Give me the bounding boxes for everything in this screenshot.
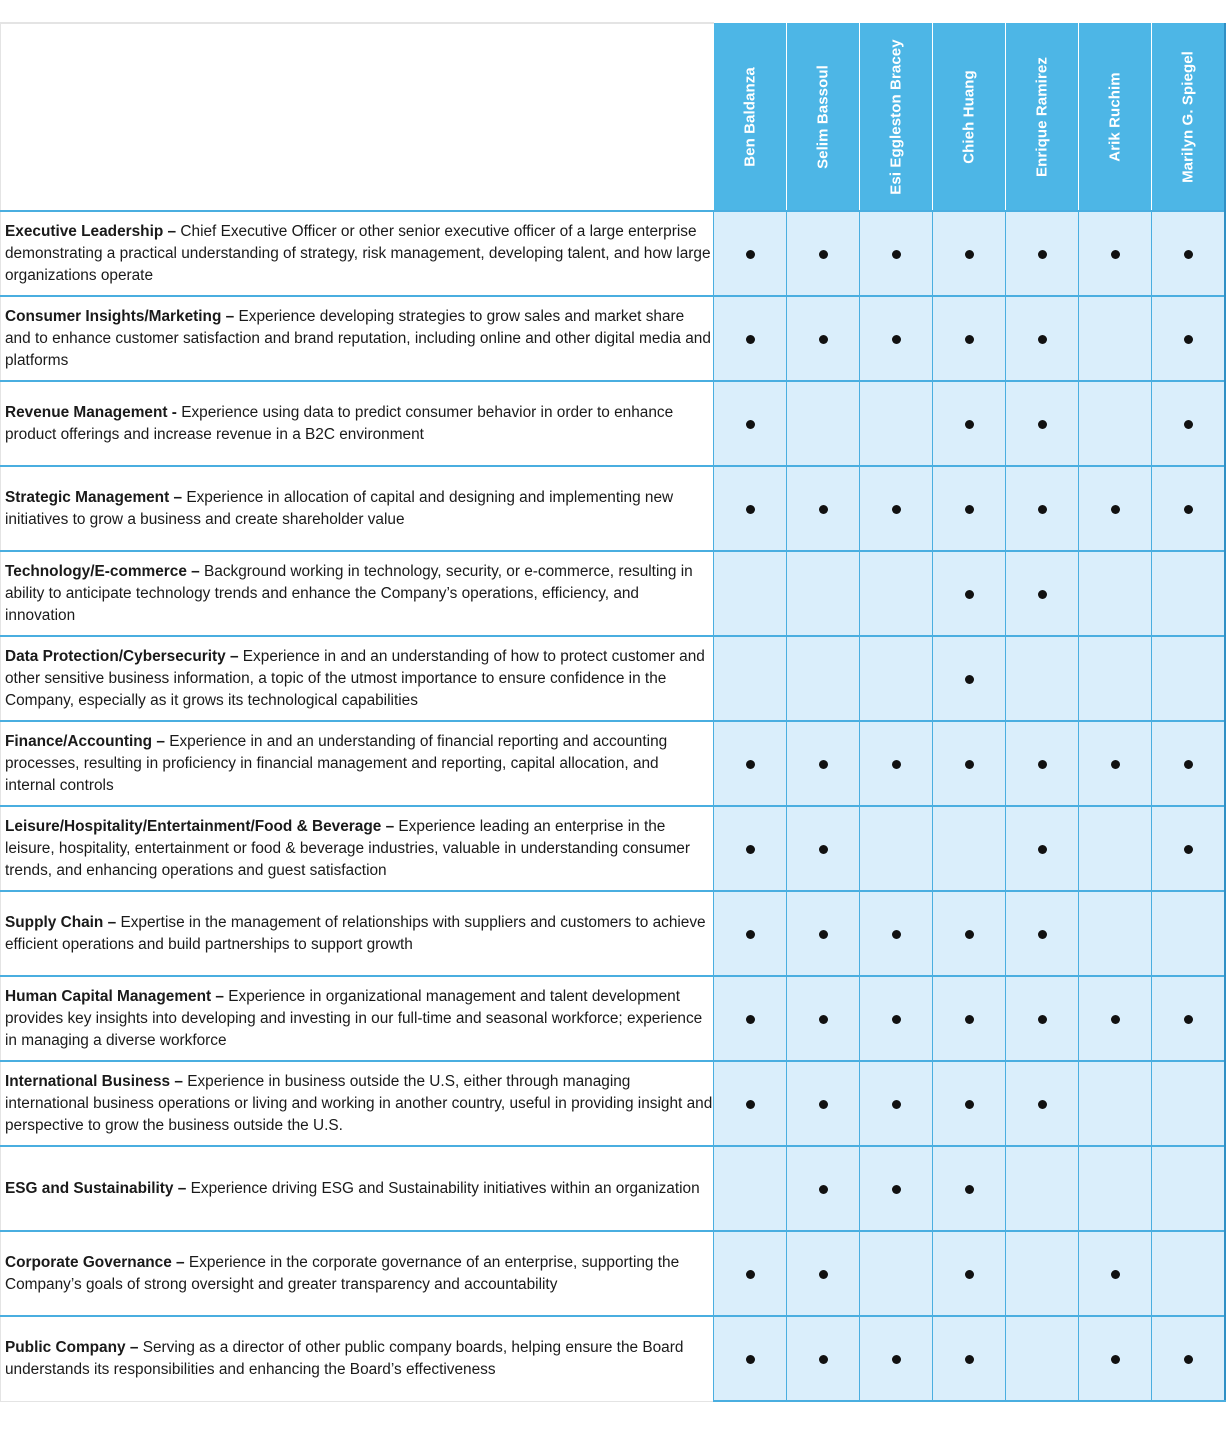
bullet-icon [1038, 505, 1047, 514]
skill-description: Experience leading an enterprise in the leisure, hospitality, entertainment or food & beverage industries, valuable in understanding consumer trends, and enhancing operations and guest satisfaction [5, 817, 690, 879]
skill-title: Technology/E-commerce [5, 562, 187, 580]
skill-separator: – [186, 562, 205, 580]
skill-row [1, 1061, 1226, 1146]
bullet-icon [1184, 760, 1193, 769]
skill-mark-cell [860, 806, 933, 891]
skill-row [1, 211, 1226, 296]
skill-mark-cell [1006, 211, 1079, 296]
skill-mark-cell [1006, 721, 1079, 806]
director-name: Esi Eggleston Bracey [887, 38, 905, 195]
skill-mark-cell [787, 1231, 860, 1316]
bullet-icon [1038, 1100, 1047, 1109]
bullet-icon [892, 335, 901, 344]
skill-row [1, 976, 1226, 1061]
skill-mark-cell [1006, 976, 1079, 1061]
skill-mark-cell [787, 721, 860, 806]
skill-mark-cell [1006, 891, 1079, 976]
bullet-icon [965, 1100, 974, 1109]
bullet-icon [1111, 1270, 1120, 1279]
skill-title: Executive Leadership [5, 222, 164, 240]
bullet-icon [1038, 250, 1047, 259]
skill-mark-cell [1152, 1061, 1226, 1146]
skill-separator: – [211, 987, 229, 1005]
director-name: Chieh Huang [960, 69, 978, 164]
skill-mark-cell [714, 721, 787, 806]
skill-mark-cell [714, 806, 787, 891]
skill-separator: – [152, 732, 170, 750]
bullet-icon [892, 1015, 901, 1024]
bullet-icon [746, 1100, 755, 1109]
bullet-icon [1184, 420, 1193, 429]
skill-mark-cell [1006, 1316, 1079, 1401]
skill-row [1, 636, 1226, 721]
director-header-arik-ruchim [1079, 23, 1152, 211]
director-header-selim-bassoul [787, 23, 860, 211]
bullet-icon [965, 335, 974, 344]
director-name: Arik Ruchim [1106, 71, 1124, 162]
bullet-icon [819, 335, 828, 344]
bullet-icon [1184, 250, 1193, 259]
skill-mark-cell [933, 806, 1006, 891]
bullet-icon [965, 590, 974, 599]
skill-mark-cell [1079, 721, 1152, 806]
skill-description-cell [1, 976, 714, 1061]
bullet-icon [1038, 420, 1047, 429]
skill-mark-cell [933, 551, 1006, 636]
bullet-icon [1184, 1015, 1193, 1024]
skill-mark-cell [933, 891, 1006, 976]
skill-mark-cell [933, 211, 1006, 296]
skill-mark-cell [1006, 1146, 1079, 1231]
skill-mark-cell [714, 636, 787, 721]
skill-title: Public Company [5, 1338, 126, 1356]
skill-title: ESG and Sustainability [5, 1179, 174, 1197]
skill-mark-cell [1152, 466, 1226, 551]
director-name: Selim Bassoul [814, 64, 832, 169]
director-header-chieh-huang [933, 23, 1006, 211]
bullet-icon [819, 1100, 828, 1109]
skill-mark-cell [714, 296, 787, 381]
bullet-icon [746, 930, 755, 939]
skill-mark-cell [1079, 1061, 1152, 1146]
skill-mark-cell [1006, 1231, 1079, 1316]
skill-description-cell [1, 1316, 714, 1401]
bullet-icon [819, 1015, 828, 1024]
skill-mark-cell [787, 1316, 860, 1401]
bullet-icon [746, 1355, 755, 1364]
bullet-icon [746, 1015, 755, 1024]
bullet-icon [1184, 845, 1193, 854]
bullet-icon [1111, 250, 1120, 259]
bullet-icon [819, 930, 828, 939]
skill-mark-cell [860, 636, 933, 721]
skill-title: Supply Chain [5, 913, 104, 931]
bullet-icon [746, 845, 755, 854]
skill-description: Background working in technology, security, or e-commerce, resulting in ability to anticipate technology trends and enhance the Company’s operations, efficiency, and innovation [5, 562, 693, 624]
bullet-icon [1184, 505, 1193, 514]
skill-mark-cell [787, 976, 860, 1061]
skill-mark-cell [714, 1061, 787, 1146]
skill-mark-cell [860, 1061, 933, 1146]
skill-description: Experience developing strategies to grow sales and market share and to enhance customer satisfaction and brand reputation, including online and other digital media and platforms [5, 307, 711, 369]
bullet-icon [819, 250, 828, 259]
skill-description-cell [1, 296, 714, 381]
skill-mark-cell [1079, 296, 1152, 381]
skill-mark-cell [1079, 806, 1152, 891]
bullet-icon [892, 1355, 901, 1364]
skill-mark-cell [1006, 1061, 1079, 1146]
skill-title: Data Protection/Cybersecurity [5, 647, 226, 665]
skill-mark-cell [714, 1316, 787, 1401]
skill-mark-cell [787, 381, 860, 466]
skill-mark-cell [1006, 381, 1079, 466]
bullet-icon [1184, 335, 1193, 344]
skill-description-cell [1, 891, 714, 976]
skill-row [1, 891, 1226, 976]
skill-description: Serving as a director of other public company boards, helping ensure the Board understands its responsibilities and enhancing the Board’s effectiveness [5, 1338, 684, 1378]
skill-mark-cell [1152, 1231, 1226, 1316]
skill-mark-cell [1006, 296, 1079, 381]
bullet-icon [892, 930, 901, 939]
director-header-row [1, 23, 1226, 211]
skill-mark-cell [1152, 721, 1226, 806]
skill-mark-cell [933, 976, 1006, 1061]
skill-description-cell [1, 1061, 714, 1146]
skill-separator: – [169, 488, 187, 506]
skill-separator: – [225, 647, 243, 665]
skill-description-cell [1, 381, 714, 466]
skill-mark-cell [787, 296, 860, 381]
skill-separator: – [221, 307, 239, 325]
skill-mark-cell [1079, 636, 1152, 721]
skill-mark-cell [1079, 891, 1152, 976]
skill-mark-cell [1079, 1146, 1152, 1231]
skill-mark-cell [1079, 1231, 1152, 1316]
skill-mark-cell [1152, 976, 1226, 1061]
skill-mark-cell [1152, 891, 1226, 976]
skill-mark-cell [933, 1316, 1006, 1401]
bullet-icon [892, 250, 901, 259]
bullet-icon [965, 675, 974, 684]
bullet-icon [1038, 760, 1047, 769]
skill-mark-cell [1152, 551, 1226, 636]
skill-description-cell [1, 1231, 714, 1316]
skill-description-cell [1, 211, 714, 296]
skill-description-cell [1, 551, 714, 636]
skill-mark-cell [1152, 636, 1226, 721]
skill-separator: – [125, 1338, 143, 1356]
skill-mark-cell [933, 1061, 1006, 1146]
bullet-icon [965, 505, 974, 514]
skill-mark-cell [1079, 1316, 1152, 1401]
skill-separator: – [103, 913, 121, 931]
skill-mark-cell [860, 891, 933, 976]
skill-mark-cell [933, 1231, 1006, 1316]
skill-title: Corporate Governance [5, 1253, 172, 1271]
skill-mark-cell [787, 806, 860, 891]
bullet-icon [965, 1015, 974, 1024]
skill-mark-cell [714, 466, 787, 551]
skill-separator: – [171, 1253, 189, 1271]
director-header-marilyn-g-spiegel [1152, 23, 1226, 211]
skill-title: Human Capital Management [5, 987, 212, 1005]
skill-mark-cell [1006, 806, 1079, 891]
skill-mark-cell [1079, 466, 1152, 551]
skill-mark-cell [933, 296, 1006, 381]
bullet-icon [746, 420, 755, 429]
skill-mark-cell [787, 1061, 860, 1146]
skill-mark-cell [1152, 1146, 1226, 1231]
skill-description-cell [1, 466, 714, 551]
skill-mark-cell [1006, 636, 1079, 721]
skill-mark-cell [714, 976, 787, 1061]
skill-mark-cell [787, 1146, 860, 1231]
bullet-icon [1111, 760, 1120, 769]
skill-mark-cell [860, 381, 933, 466]
skill-title: Consumer Insights/Marketing [5, 307, 222, 325]
bullet-icon [819, 505, 828, 514]
bullet-icon [819, 760, 828, 769]
director-header-esi-eggleston-bracey [860, 23, 933, 211]
skill-row [1, 466, 1226, 551]
skill-mark-cell [860, 1231, 933, 1316]
skill-description-cell [1, 636, 714, 721]
bullet-icon [746, 335, 755, 344]
director-header-ben-baldanza [714, 23, 787, 211]
header-corner [1, 23, 714, 211]
skill-row [1, 721, 1226, 806]
bullet-icon [1038, 335, 1047, 344]
director-name: Enrique Ramirez [1033, 56, 1051, 177]
skill-mark-cell [1152, 806, 1226, 891]
skill-mark-cell [714, 891, 787, 976]
skill-description: Experience in allocation of capital and designing and implementing new initiatives to grow a business and create shareholder value [5, 488, 674, 528]
skill-mark-cell [1152, 1316, 1226, 1401]
skill-mark-cell [787, 891, 860, 976]
bullet-icon [965, 250, 974, 259]
bullet-icon [746, 505, 755, 514]
skill-row [1, 551, 1226, 636]
skill-mark-cell [787, 636, 860, 721]
skill-mark-cell [933, 381, 1006, 466]
skill-mark-cell [933, 721, 1006, 806]
skill-title: Finance/Accounting [5, 732, 153, 750]
skill-description: Experience in and an understanding of how to protect customer and other sensitive business information, a topic of the utmost importance to ensure confidence in the Company, especially as it grows its technological capabilities [5, 647, 705, 709]
skill-description-cell [1, 806, 714, 891]
skill-description: Chief Executive Officer or other senior executive officer of a large enterprise demonstrating a practical understanding of strategy, risk management, developing talent, and how large organizations operate [5, 222, 711, 284]
skill-mark-cell [714, 1146, 787, 1231]
bullet-icon [746, 250, 755, 259]
skill-mark-cell [860, 296, 933, 381]
skill-description: Experience in the corporate governance of an enterprise, supporting the Company’s goals of strong oversight and greater transparency and accountability [5, 1253, 680, 1293]
skill-mark-cell [860, 551, 933, 636]
bullet-icon [819, 1270, 828, 1279]
bullet-icon [892, 505, 901, 514]
bullet-icon [1111, 505, 1120, 514]
skill-row [1, 1231, 1226, 1316]
bullet-icon [1111, 1355, 1120, 1364]
skill-title: Revenue Management [5, 403, 168, 421]
skill-mark-cell [860, 466, 933, 551]
bullet-icon [746, 760, 755, 769]
bullet-icon [965, 1355, 974, 1364]
skill-mark-cell [860, 976, 933, 1061]
skill-mark-cell [714, 211, 787, 296]
skill-mark-cell [1006, 551, 1079, 636]
skill-title: International Business [5, 1072, 171, 1090]
skill-row [1, 806, 1226, 891]
skill-description-cell [1, 721, 714, 806]
skill-description: Experience in business outside the U.S, either through managing international business operations or living and working in another country, useful in providing insight and perspective to grow the business outside the U.S. [5, 1072, 713, 1134]
skill-mark-cell [933, 636, 1006, 721]
skill-mark-cell [1079, 381, 1152, 466]
skill-separator: – [163, 222, 181, 240]
director-name: Marilyn G. Spiegel [1179, 50, 1197, 183]
skill-separator: – [381, 817, 399, 835]
skill-mark-cell [933, 466, 1006, 551]
bullet-icon [819, 845, 828, 854]
board-skills-matrix [0, 22, 1226, 1402]
skill-rows [1, 211, 1226, 1401]
skill-row [1, 381, 1226, 466]
skill-description: Experience using data to predict consumer behavior in order to enhance product offerings and increase revenue in a B2C environment [5, 403, 674, 443]
bullet-icon [1111, 1015, 1120, 1024]
bullet-icon [965, 760, 974, 769]
skill-separator: - [167, 403, 182, 421]
skill-row [1, 296, 1226, 381]
skill-mark-cell [1079, 976, 1152, 1061]
bullet-icon [1184, 1355, 1193, 1364]
bullet-icon [892, 760, 901, 769]
skill-mark-cell [787, 551, 860, 636]
skill-mark-cell [787, 211, 860, 296]
skill-mark-cell [860, 721, 933, 806]
skill-mark-cell [714, 551, 787, 636]
bullet-icon [965, 930, 974, 939]
skill-description: Experience driving ESG and Sustainability initiatives within an organization [190, 1179, 700, 1197]
skill-mark-cell [1152, 296, 1226, 381]
skill-mark-cell [860, 211, 933, 296]
skill-mark-cell [933, 1146, 1006, 1231]
skill-mark-cell [714, 1231, 787, 1316]
director-header-enrique-ramirez [1006, 23, 1079, 211]
skill-mark-cell [714, 381, 787, 466]
skill-mark-cell [787, 466, 860, 551]
bullet-icon [965, 1185, 974, 1194]
bullet-icon [1038, 590, 1047, 599]
bullet-icon [965, 420, 974, 429]
bullet-icon [1038, 845, 1047, 854]
skill-row [1, 1316, 1226, 1401]
skill-mark-cell [1006, 466, 1079, 551]
bullet-icon [819, 1185, 828, 1194]
skill-separator: – [170, 1072, 188, 1090]
skill-description: Expertise in the management of relationships with suppliers and customers to achieve efficient operations and build partnerships to support growth [5, 913, 706, 953]
skill-title: Leisure/Hospitality/Entertainment/Food & Beverage [5, 817, 382, 835]
skill-mark-cell [860, 1316, 933, 1401]
skill-mark-cell [1152, 211, 1226, 296]
bullet-icon [892, 1100, 901, 1109]
bullet-icon [746, 1270, 755, 1279]
skill-mark-cell [860, 1146, 933, 1231]
skill-title: Strategic Management [5, 488, 170, 506]
bullet-icon [892, 1185, 901, 1194]
bullet-icon [965, 1270, 974, 1279]
skill-description: Experience in and an understanding of financial reporting and accounting processes, resulting in proficiency in financial management and reporting, capital allocation, and internal controls [5, 732, 668, 794]
skill-row [1, 1146, 1226, 1231]
director-name: Ben Baldanza [741, 66, 759, 167]
skill-mark-cell [1152, 381, 1226, 466]
bullet-icon [819, 1355, 828, 1364]
bullet-icon [1038, 1015, 1047, 1024]
skill-description-cell [1, 1146, 714, 1231]
skill-description: Experience in organizational management and talent development provides key insights into developing and investing in our full-time and seasonal workforce; experience in managing a diverse workforce [5, 987, 703, 1049]
skill-mark-cell [1079, 211, 1152, 296]
bullet-icon [1038, 930, 1047, 939]
skill-separator: – [173, 1179, 191, 1197]
skill-mark-cell [1079, 551, 1152, 636]
